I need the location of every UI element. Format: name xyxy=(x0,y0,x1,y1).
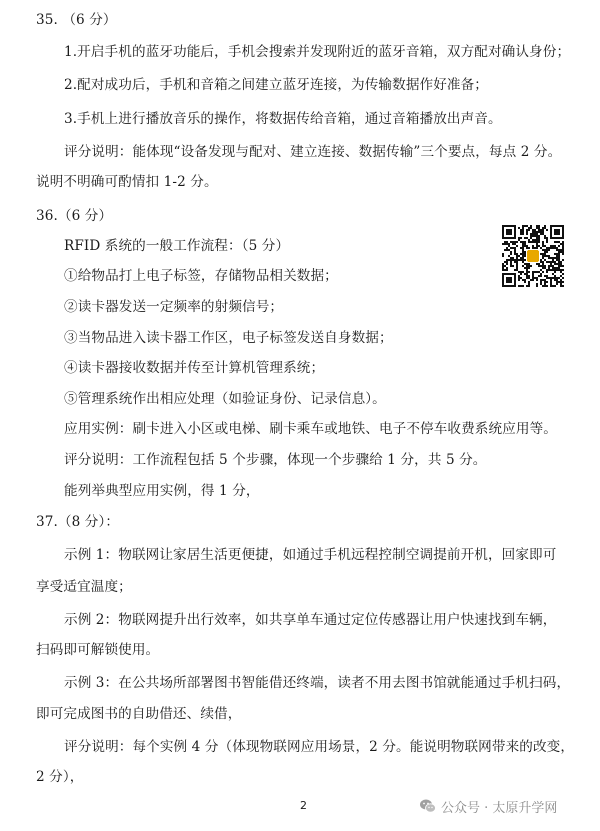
text-line: 应用实例：刷卡进入小区或电梯、刷卡乘车或地铁、电子不停车收费系统应用等。 xyxy=(64,421,557,437)
text-line: ①给物品打上电子标签，存储物品相关数据； xyxy=(64,268,338,284)
text-line: 3.手机上进行播放音乐的操作，将数据传给音箱，通过音箱播放出声音。 xyxy=(64,111,502,127)
qr-code-icon xyxy=(502,225,564,287)
text-line: ④读卡器接收数据并传至计算机管理系统； xyxy=(64,360,325,376)
text-line: 说明不明确可酌情扣 1-2 分。 xyxy=(36,174,218,190)
text-line: 示例 1：物联网让家居生活更便捷，如通过手机远程控制空调提前开机，回家即可 xyxy=(64,547,557,563)
text-line: ⑤管理系统作出相应处理（如验证身份、记录信息）。 xyxy=(64,391,386,407)
wechat-icon xyxy=(419,797,437,815)
text-line: 扫码即可解锁使用。 xyxy=(36,642,160,658)
text-line: 示例 2：物联网提升出行效率，如共享单车通过定位传感器让用户快速找到车辆， xyxy=(64,612,557,628)
text-line: 评分说明：每个实例 4 分（体现物联网应用场景，2 分。能说明物联网带来的改变， xyxy=(64,739,575,755)
text-line: 能列举典型应用实例，得 1 分， xyxy=(64,483,260,499)
text-line: 1.开启手机的蓝牙功能后，手机会搜索并发现附近的蓝牙音箱，双方配对确认身份； xyxy=(64,44,571,60)
text-line: 享受适宜温度； xyxy=(36,579,132,595)
text-line: 37.（8 分）： xyxy=(36,514,120,530)
text-line: RFID 系统的一般工作流程：（5 分） xyxy=(64,238,290,254)
text-line: ③当物品进入读卡器工作区，电子标签发送自身数据； xyxy=(64,330,393,346)
text-line: 36.（6 分） xyxy=(36,208,113,224)
page-number: 2 xyxy=(300,799,307,812)
text-line: 35. （6 分） xyxy=(36,12,117,28)
text-line: 即可完成图书的自助借还、续借， xyxy=(36,706,242,722)
watermark xyxy=(419,795,557,817)
text-line: 2.配对成功后，手机和音箱之间建立蓝牙连接，为传输数据作好准备； xyxy=(64,77,488,93)
text-line: 评分说明：能体现“设备发现与配对、建立连接、数据传输”三个要点，每点 2 分。 xyxy=(64,144,562,160)
text-line: 示例 3：在公共场所部署图书智能借还终端，读者不用去图书馆就能通过手机扫码， xyxy=(64,675,571,691)
watermark-text: 公众号 · 太原升学网 xyxy=(441,800,558,816)
text-line: ②读卡器发送一定频率的射频信号； xyxy=(64,299,284,315)
text-line: 2 分）， xyxy=(36,769,84,785)
text-line: 评分说明：工作流程包括 5 个步骤，体现一个步骤给 1 分，共 5 分。 xyxy=(64,452,487,468)
